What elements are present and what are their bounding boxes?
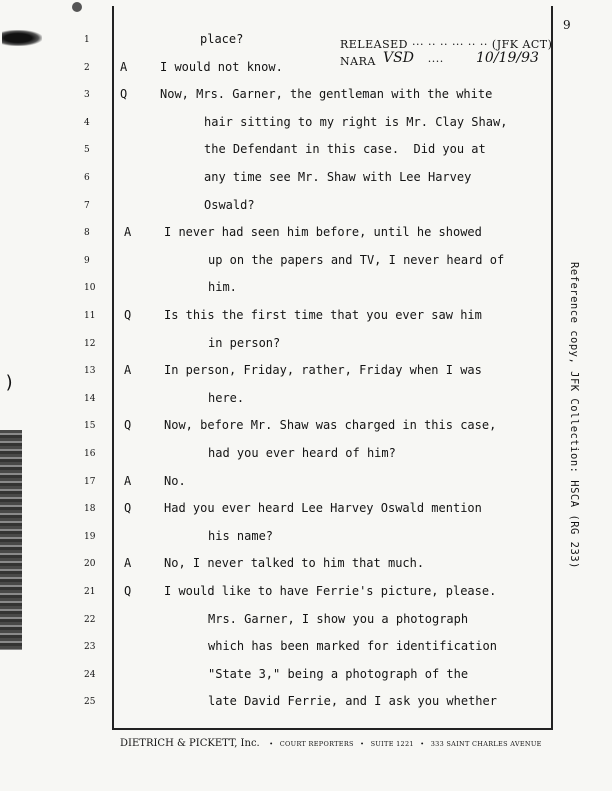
transcript-line xyxy=(0,58,612,78)
speaker-label: Q xyxy=(124,584,132,598)
line-text: in person? xyxy=(208,335,281,350)
line-number: 20 xyxy=(84,559,96,570)
footer-suite: SUITE 1221 xyxy=(370,740,414,748)
transcript-line xyxy=(0,527,612,547)
line-number: 18 xyxy=(84,504,96,515)
line-text: Mrs. Garner, I show you a photograph xyxy=(208,611,469,626)
line-text: any time see Mr. Shaw with Lee Harvey xyxy=(204,170,472,184)
transcript-line xyxy=(0,306,612,326)
speaker-label: Q xyxy=(124,501,132,516)
line-number: 4 xyxy=(84,117,90,128)
line-text: "State 3," being a photograph of the xyxy=(208,666,469,681)
line-text: I would like to have Ferrie's picture, please. xyxy=(164,584,497,598)
punch-hole-icon xyxy=(72,2,82,12)
line-number: 21 xyxy=(84,587,96,597)
line-number: 2 xyxy=(84,62,90,73)
side-caption: Reference copy, JFK Collection: HSCA (RG 233) xyxy=(568,262,580,569)
line-number: 15 xyxy=(84,421,96,432)
line-text: No, I never talked to him that much. xyxy=(164,556,425,571)
line-text: hair sitting to my right is Mr. Clay Shaw, xyxy=(204,114,508,129)
transcript-line xyxy=(0,389,612,409)
line-number: 16 xyxy=(84,449,96,459)
line-text: late David Ferrie, and I ask you whether xyxy=(208,694,497,709)
line-text: Is this the first time that you ever saw him xyxy=(164,308,482,322)
transcript-line xyxy=(0,472,612,492)
line-text: I never had seen him before, until he showed xyxy=(164,225,482,240)
transcript-line xyxy=(0,223,612,243)
speaker-label: A xyxy=(124,473,132,488)
line-number: 25 xyxy=(84,697,96,708)
speaker-label: Q xyxy=(124,308,132,322)
transcript-line xyxy=(0,113,612,133)
speaker-label: Q xyxy=(124,418,132,433)
transcript-line xyxy=(0,85,612,105)
transcript-line xyxy=(0,637,612,657)
speaker-label: A xyxy=(120,59,128,74)
transcript-line xyxy=(0,140,612,160)
line-number: 14 xyxy=(84,393,96,404)
transcript-line xyxy=(0,692,612,712)
footer: DIETRICH & PICKETT, Inc. • COURT REPORTERS • SUITE 1221 • 333 SAINT CHARLES AVENUE xyxy=(120,738,542,749)
line-text: the Defendant in this case. Did you at xyxy=(204,142,486,157)
line-text: Oswald? xyxy=(204,197,255,212)
scan-mark: ) xyxy=(4,372,15,393)
line-text: him. xyxy=(208,280,237,295)
footer-role: COURT REPORTERS xyxy=(279,740,354,748)
line-number: 7 xyxy=(84,200,90,211)
line-number: 13 xyxy=(84,366,96,377)
transcript-line xyxy=(0,444,612,464)
line-text: had you ever heard of him? xyxy=(208,446,396,460)
page-number: 9 xyxy=(563,18,571,32)
line-text: Now, Mrs. Garner, the gentleman with the white xyxy=(160,87,493,102)
stamp-initials: VSD xyxy=(383,50,414,66)
line-number: 24 xyxy=(84,669,96,680)
speaker-label: A xyxy=(124,556,132,571)
margin-rule-bottom xyxy=(112,728,553,730)
transcript-line xyxy=(0,251,612,271)
speaker-label: Q xyxy=(120,87,128,102)
release-stamp: RELEASED ··· ·· ·· ··· ·· ·· (JFK ACT) xyxy=(340,38,553,51)
stamp-date-label: ···· xyxy=(427,55,444,68)
transcript-line xyxy=(0,30,612,50)
line-text: In person, Friday, rather, Friday when I was xyxy=(164,363,482,378)
line-number: 19 xyxy=(84,531,96,542)
footer-firm: DIETRICH & PICKETT, Inc. xyxy=(120,738,260,749)
transcript-line xyxy=(0,582,612,602)
transcript-line xyxy=(0,278,612,298)
stamp-nara-label: NARA xyxy=(340,55,376,68)
line-text: up on the papers and TV, I never heard of xyxy=(208,252,505,267)
stamp-date: 10/19/93 xyxy=(476,50,539,66)
line-text: No. xyxy=(164,473,186,488)
line-number: 9 xyxy=(84,255,90,266)
transcript-line xyxy=(0,610,612,630)
transcript-line xyxy=(0,499,612,519)
line-number: 23 xyxy=(84,642,96,653)
transcript-line xyxy=(0,168,612,188)
footer-address: 333 SAINT CHARLES AVENUE xyxy=(430,740,542,748)
line-number: 6 xyxy=(84,173,90,183)
line-number: 5 xyxy=(84,145,90,156)
line-text: here. xyxy=(208,390,245,405)
line-number: 1 xyxy=(84,35,90,45)
line-number: 11 xyxy=(84,311,96,321)
transcript-line xyxy=(0,334,612,354)
transcript-line xyxy=(0,196,612,216)
line-number: 12 xyxy=(84,338,96,349)
line-number: 8 xyxy=(84,228,90,239)
line-number: 17 xyxy=(84,476,96,487)
line-number: 22 xyxy=(84,614,96,625)
line-text: place? xyxy=(200,32,244,46)
line-text: I would not know. xyxy=(160,59,283,74)
transcript-line xyxy=(0,554,612,574)
line-text: which has been marked for identification xyxy=(208,639,497,654)
speaker-label: A xyxy=(124,363,132,378)
line-number: 3 xyxy=(84,90,90,101)
line-text: Had you ever heard Lee Harvey Oswald mention xyxy=(164,501,482,516)
transcript-line xyxy=(0,416,612,436)
line-text: his name? xyxy=(208,528,274,543)
transcript-line xyxy=(0,361,612,381)
line-text: Now, before Mr. Shaw was charged in this case, xyxy=(164,418,497,433)
line-number: 10 xyxy=(84,283,96,294)
transcript-line xyxy=(0,665,612,685)
speaker-label: A xyxy=(124,225,132,240)
